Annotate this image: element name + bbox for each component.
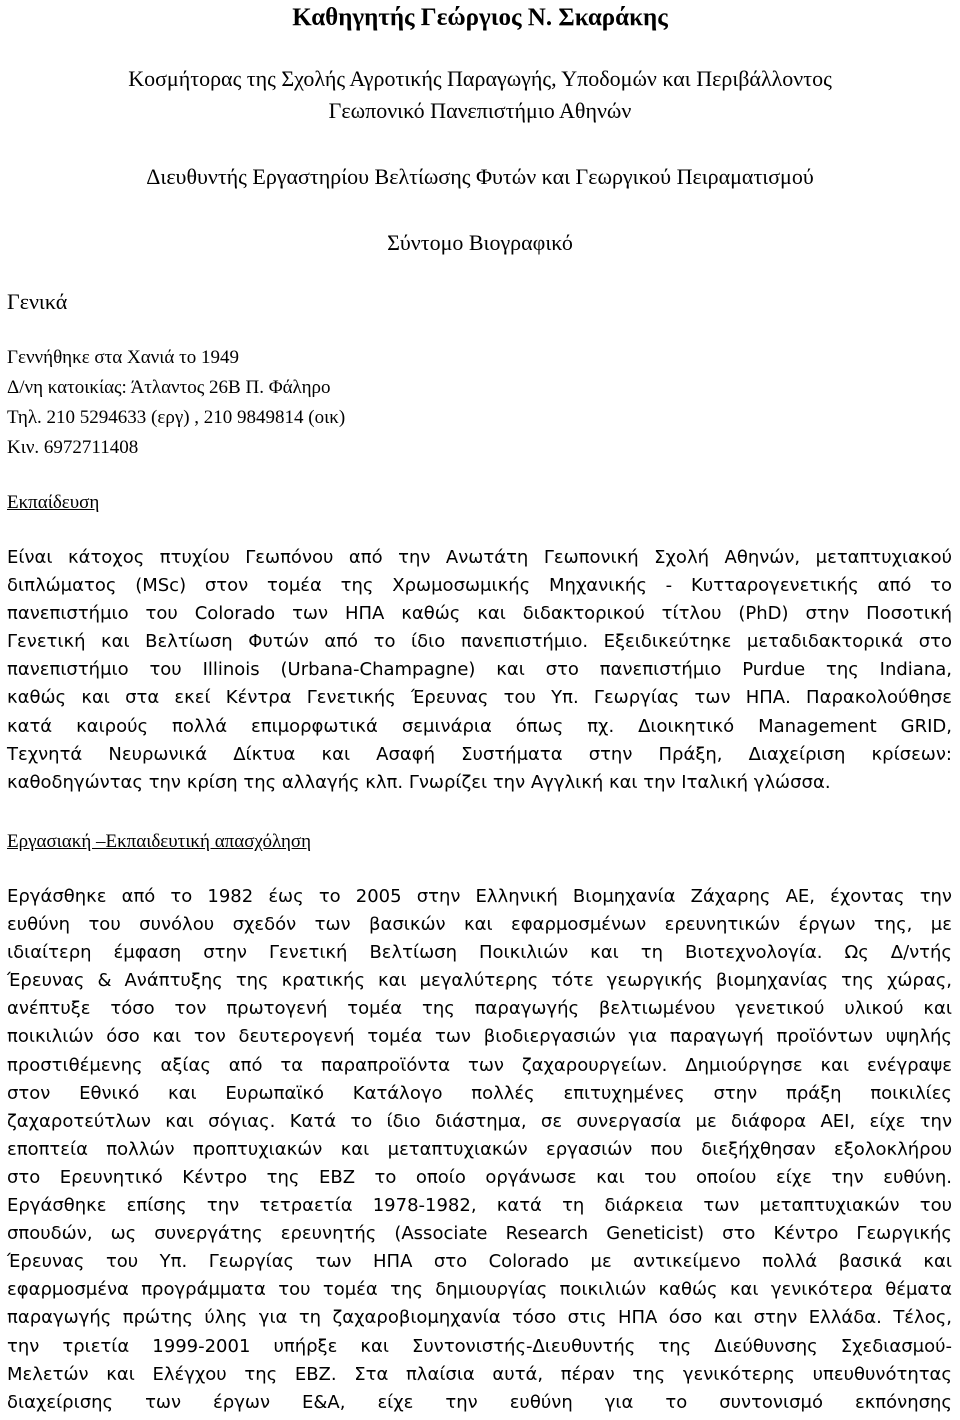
education-line: διπλώματος (MSc) στον τομέα της Χρωμοσωμικής Μηχανικής - Κυτταρογενετικής από το bbox=[7, 575, 952, 597]
employment-line: εποπτεία πολλών προπτυχιακών και μεταπτυχιακών εργασιών που διεξήχθησαν εξολοκλήρου bbox=[7, 1138, 952, 1160]
address-info: Δ/νη κατοικίας: Άτλαντος 26Β Π. Φάληρο bbox=[7, 377, 331, 398]
employment-paragraph bbox=[7, 883, 952, 1417]
employment-line: παραγωγής πρώτης ύλης για τη ζαχαροβιομηχανία τόσο στις ΗΠΑ όσο και στην Ελλάδα. Τέλος, bbox=[7, 1307, 952, 1329]
general-heading: Γενικά bbox=[7, 289, 68, 314]
employment-line: Έρευνας & Ανάπτυξης της κρατικής και μεγαλύτερης τότε γεωργικής βιομηχανίας της χώρας, bbox=[7, 970, 952, 992]
dean-position: Κοσμήτορας της Σχολής Αγροτικής Παραγωγής, Υποδομών και Περιβάλλοντος bbox=[128, 66, 832, 91]
education-paragraph bbox=[7, 544, 952, 797]
employment-line: ποικιλιών όσο και τον δευτερογενή τομέα των βιοδιεργασιών για παραγωγή προϊόντων υψηλής bbox=[7, 1026, 952, 1048]
employment-line: εφαρμοσμένα προγράμματα του τομέα της δημιουργίας ποικιλιών καθώς και γενικότερα θέματα bbox=[7, 1279, 952, 1301]
education-line: Τεχνητά Νευρωνικά Δίκτυα και Ασαφή Συστήματα στην Πράξη, Διαχείριση κρίσεων: bbox=[7, 743, 952, 765]
education-heading: Εκπαίδευση bbox=[7, 492, 100, 513]
education-line: Είναι κάτοχος πτυχίου Γεωπόνου από την Ανωτάτη Γεωπονική Σχολή Αθηνών, μεταπτυχιακού bbox=[7, 547, 952, 568]
employment-line: στο Ερευνητικό Κέντρο της ΕΒΖ το οποίο οργάνωσε και του οποίου είχε την ευθύνη. bbox=[7, 1166, 952, 1188]
employment-line: ζαχαροτεύτλων και σόγιας. Κατά το ίδιο διάστημα, σε συνεργασία με διάφορα ΑΕΙ, είχε την bbox=[7, 1110, 952, 1132]
employment-line: ευθύνη του συνόλου σχεδόν των βασικών και εφαρμοσμένων ερευνητικών έργων της, με bbox=[7, 914, 952, 936]
education-line: Γενετική και Βελτίωση Φυτών από το ίδιο πανεπιστήμιο. Εξειδικεύτηκε μεταδιδακτορικά στο bbox=[7, 631, 952, 653]
employment-line: Εργάσθηκε επίσης την τετραετία 1978-1982, κατά τη διάρκεια των μεταπτυχιακών του bbox=[7, 1195, 952, 1217]
author-name: Καθηγητής Γεώργιος Ν. Σκαράκης bbox=[292, 4, 668, 31]
employment-heading: Εργασιακή –Εκπαιδευτική απασχόληση bbox=[7, 831, 312, 852]
document-title: Σύντομο Βιογραφικό bbox=[387, 230, 573, 255]
director-position: Διευθυντής Εργαστηρίου Βελτίωσης Φυτών και Γεωργικού Πειραματισμού bbox=[146, 164, 814, 189]
employment-line: διαχείρισης των έργων E&A, είχε την ευθύνη για το συντονισμό εκπόνησης bbox=[7, 1391, 952, 1413]
education-line: καθώς και στα εκεί Κέντρα Γενετικής Έρευνας του Υπ. Γεωργίας των ΗΠΑ. Παρακολούθησε bbox=[7, 687, 952, 709]
birth-info: Γεννήθηκε στα Χανιά το 1949 bbox=[7, 347, 239, 368]
employment-line: την τριετία 1999-2001 υπήρξε και Συντονιστής-Διευθυντής της Διεύθυνσης Σχεδιασμού- bbox=[7, 1335, 952, 1357]
university-name: Γεωπονικό Πανεπιστήμιο Αθηνών bbox=[328, 98, 632, 123]
employment-line: Έρευνας του Υπ. Γεωργίας των ΗΠΑ στο Colorado με αντικείμενο πολλά βασικά και bbox=[7, 1251, 952, 1273]
employment-line: Μελετών και Ελέγχου της ΕΒΖ. Στα πλαίσια αυτά, πέραν της γενικότερης υπευθυνότητας bbox=[7, 1363, 952, 1385]
employment-line: Εργάσθηκε από το 1982 έως το 2005 στην Ελληνική Βιομηχανία Ζάχαρης ΑΕ, έχοντας την bbox=[7, 886, 952, 907]
education-line: καθοδηγώντας την κρίση της αλλαγής κλπ. Γνωρίζει την Αγγλική και την Ιταλική γλώσσα. bbox=[7, 771, 831, 793]
employment-line: ιδιαίτερη έμφαση στην Γενετική Βελτίωση Ποικιλιών και τη Βιοτεχνολογία. Ως Δ/ντής bbox=[7, 942, 952, 964]
education-line: πανεπιστήμιο του Illinois (Urbana-Champagne) και στο πανεπιστήμιο Purdue της Indiana, bbox=[7, 659, 952, 681]
education-line: πανεπιστήμιο του Colorado των ΗΠΑ καθώς και διδακτορικού τίτλου (PhD) στην Ποσοτική bbox=[7, 603, 952, 625]
phone-info: Τηλ. 210 5294633 (εργ) , 210 9849814 (οικ) bbox=[7, 407, 346, 428]
mobile-info: Κιν. 6972711408 bbox=[7, 437, 139, 458]
employment-line: ανέπτυξε τόσο τον πρωτογενή τομέα της παραγωγής βελτιωμένου γενετικού υλικού και bbox=[7, 998, 952, 1020]
employment-line: προστιθέμενης αξίας από τα παραπροϊόντα των ζαχαρουργείων. Δημιούργησε και ενέγραψε bbox=[7, 1054, 952, 1076]
employment-line: σπουδών, ως συνεργάτης ερευνητής (Associate Research Geneticist) στο Κέντρο Γεωργικής bbox=[7, 1223, 952, 1245]
education-line: κατά καιρούς πολλά επιμορφωτικά σεμινάρια όπως πχ. Διοικητικό Management GRID, bbox=[7, 715, 952, 737]
employment-line: στον Εθνικό και Ευρωπαϊκό Κατάλογο πολλές επιτυχημένες στην πράξη ποικιλίες bbox=[7, 1082, 952, 1104]
